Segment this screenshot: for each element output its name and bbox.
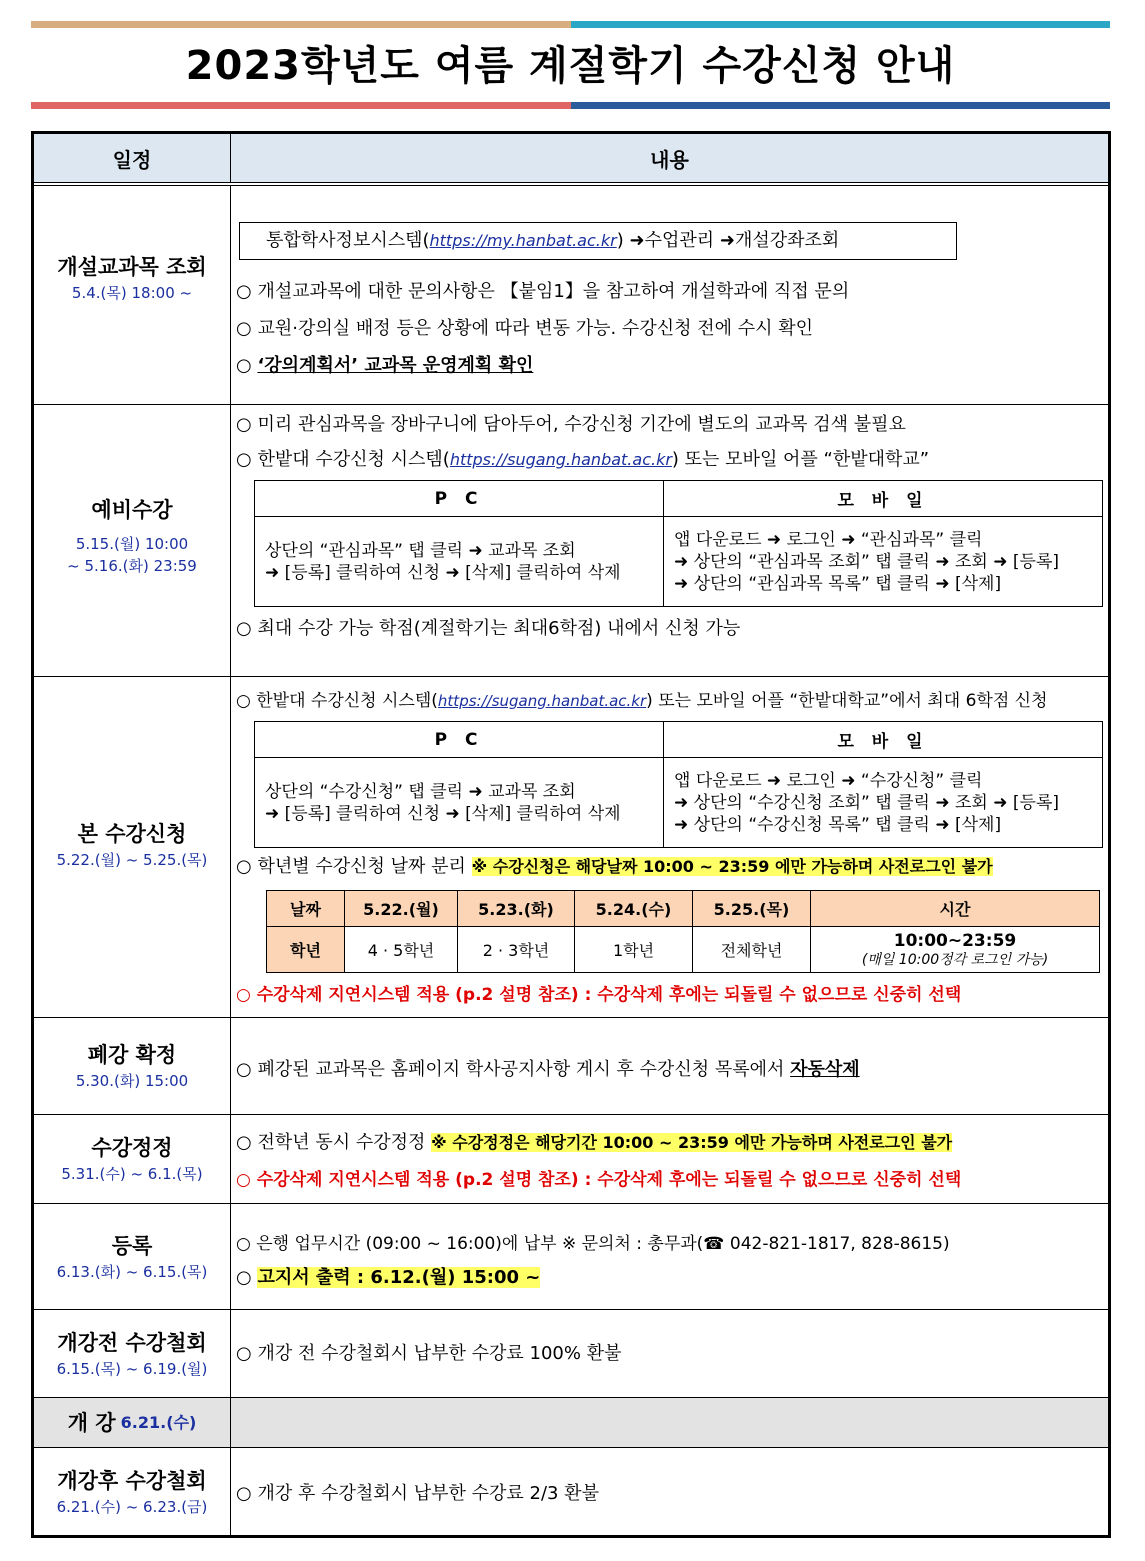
circle-bullet-icon: ○ bbox=[236, 856, 252, 877]
path-step: 수업관리 bbox=[644, 230, 715, 251]
list-item: ○ 최대 수강 가능 학점(계절학기는 최대6학점) 내에서 신청 가능 bbox=[236, 618, 741, 639]
grade-cell: 2 · 3학년 bbox=[458, 927, 575, 973]
row-date: 5.22.(월) ~ 5.25.(목) bbox=[56, 851, 208, 869]
bill-print-note: 고지서 출력 : 6.12.(월) 15:00 ~ bbox=[257, 1267, 541, 1288]
time-restriction-note: ※ 수강정정은 해당기간 10:00 ~ 23:59 에만 가능하며 사전로그인 불가 bbox=[431, 1133, 953, 1152]
row-title: 등록 bbox=[111, 1233, 153, 1258]
arrow-icon: ➜ bbox=[629, 230, 645, 251]
row-course-cancel bbox=[34, 1017, 1108, 1114]
list-item: ○ 폐강된 교과목은 홈페이지 학사공지사항 게시 후 수강신청 목록에서 자동삭제 bbox=[236, 1059, 860, 1080]
pc-mobile-table bbox=[254, 721, 1103, 848]
circle-bullet-icon: ○ bbox=[236, 1132, 252, 1153]
sugang-link[interactable]: https://sugang.hanbat.ac.kr bbox=[449, 450, 672, 469]
path-text: 통합학사정보시스템( bbox=[266, 230, 430, 251]
my-hanbat-link[interactable]: https://my.hanbat.ac.kr bbox=[429, 231, 617, 250]
row-title: 폐강 확정 bbox=[87, 1043, 177, 1067]
circle-bullet-icon: ○ bbox=[236, 355, 252, 376]
row-date: ~ 5.16.(화) 23:59 bbox=[67, 557, 197, 575]
list-item: ○ 은행 업무시간 (09:00 ~ 16:00)에 납부 ※ 문의처 : 총무과(☎ 042-821-1817, 828-8615) bbox=[236, 1234, 950, 1254]
mobile-instructions: 앱 다운로드 ➜ 로그인 ➜ “관심과목” 클릭 ➜ 상단의 “관심과목 조회” 탭 클릭 ➜ 조회 ➜ [등록] ➜ 상단의 “관심과목 목록” 탭 클릭 ➜ [삭제] bbox=[664, 517, 1103, 607]
row-title: 예비수강 bbox=[91, 498, 173, 522]
grade-label: 학년 bbox=[267, 927, 345, 973]
row-payment bbox=[34, 1203, 1108, 1309]
row-title: 개강후 수강철회 bbox=[57, 1468, 207, 1493]
mobile-header: 모 바 일 bbox=[664, 481, 1103, 517]
row-date: 6.13.(화) ~ 6.15.(목) bbox=[56, 1262, 208, 1281]
row-title: 본 수강신청 bbox=[77, 822, 187, 846]
path-step: 개설강좌조회 bbox=[734, 230, 840, 251]
list-item: ○ ‘강의계획서’ 교과목 운영계획 확인 bbox=[236, 355, 534, 376]
circle-bullet-icon: ○ bbox=[236, 691, 251, 711]
list-item: ○ 미리 관심과목을 장바구니에 담아두어, 수강신청 기간에 별도의 교과목 검색 불필요 bbox=[236, 414, 906, 435]
row-date: 5.15.(월) 10:00 bbox=[75, 535, 189, 553]
date-label: 날짜 bbox=[267, 891, 345, 927]
pc-mobile-table bbox=[254, 480, 1103, 607]
list-item: ○ 개강 후 수강철회시 납부한 수강료 2/3 환불 bbox=[236, 1483, 599, 1504]
time-label: 시간 bbox=[811, 891, 1100, 927]
grade-date-table bbox=[266, 890, 1100, 973]
bottom-decor-bar bbox=[31, 102, 1110, 109]
date-cell: 5.24.(수) bbox=[575, 891, 693, 927]
delete-delay-warning: ○ 수강삭제 지연시스템 적용 (p.2 설명 참조) : 수강삭제 후에는 되돌릴 수 없으므로 신중히 선택 bbox=[236, 1170, 962, 1190]
date-cell: 5.23.(화) bbox=[458, 891, 575, 927]
list-item: ○ 학년별 수강신청 날짜 분리 ※ 수강신청은 해당날짜 10:00 ~ 23:59 에만 가능하며 사전로그인 불가 bbox=[236, 856, 993, 877]
row-date: 6.21.(수) bbox=[120, 1412, 197, 1432]
row-title: 개강전 수강철회 bbox=[57, 1330, 207, 1355]
list-item: ○ 교원·강의실 배정 등은 상황에 따라 변동 가능. 수강신청 전에 수시 확인 bbox=[236, 318, 813, 339]
pc-header: P C bbox=[255, 722, 664, 758]
row-pre-registration bbox=[34, 404, 1108, 676]
list-item bbox=[236, 1266, 540, 1290]
circle-bullet-icon: ○ bbox=[236, 1343, 252, 1364]
time-cell: 10:00~23:59 (매일 10:00정각 로그인 가능) bbox=[811, 927, 1100, 973]
circle-bullet-icon: ○ bbox=[236, 1234, 251, 1254]
circle-bullet-icon: ○ bbox=[236, 414, 252, 435]
date-cell: 5.22.(월) bbox=[345, 891, 458, 927]
circle-bullet-icon: ○ bbox=[236, 1483, 252, 1504]
page-title: 2023학년도 여름 계절학기 수강신청 안내 bbox=[185, 43, 956, 89]
top-decor-bar bbox=[31, 21, 1110, 28]
row-title: 개 강 bbox=[67, 1410, 116, 1435]
grade-cell: 4 · 5학년 bbox=[345, 927, 458, 973]
header-content: 내용 bbox=[650, 147, 689, 172]
table-header bbox=[34, 134, 1108, 182]
row-date: 6.21.(수) ~ 6.23.(금) bbox=[56, 1497, 208, 1516]
sugang-link[interactable]: https://sugang.hanbat.ac.kr bbox=[437, 692, 647, 710]
delete-delay-warning: ○ 수강삭제 지연시스템 적용 (p.2 설명 참조) : 수강삭제 후에는 되돌릴 수 없으므로 신중히 선택 bbox=[236, 985, 962, 1005]
list-item: ○ 한밭대 수강신청 시스템(https://sugang.hanbat.ac.kr) 또는 모바일 어플 “한밭대학교”에서 최대 6학점 신청 bbox=[236, 691, 1048, 711]
grade-cell: 1학년 bbox=[575, 927, 693, 973]
row-title: 개설교과목 조회 bbox=[57, 255, 207, 279]
circle-bullet-icon: ○ bbox=[236, 1059, 252, 1080]
row-withdraw-before bbox=[34, 1309, 1108, 1397]
list-item: ○ 한밭대 수강신청 시스템(https://sugang.hanbat.ac.kr) 또는 모바일 어플 “한밭대학교” bbox=[236, 449, 930, 470]
header-schedule: 일정 bbox=[34, 134, 231, 182]
row-date: 5.4.(목) 18:00 ~ bbox=[71, 284, 193, 302]
row-date: 5.30.(화) 15:00 bbox=[75, 1072, 189, 1090]
list-item: ○ 개강 전 수강철회시 납부한 수강료 100% 환불 bbox=[236, 1343, 622, 1364]
row-main-registration bbox=[34, 676, 1108, 1017]
circle-bullet-icon: ○ bbox=[236, 1267, 252, 1288]
list-item: ○ 개설교과목에 대한 문의사항은 【붙임1】을 참고하여 개설학과에 직접 문의 bbox=[236, 281, 850, 302]
row-date: 5.31.(수) ~ 6.1.(목) bbox=[61, 1165, 203, 1183]
circle-bullet-icon: ○ bbox=[236, 281, 252, 302]
date-cell: 5.25.(목) bbox=[693, 891, 811, 927]
grade-cell: 전체학년 bbox=[693, 927, 811, 973]
circle-bullet-icon: ○ bbox=[236, 318, 252, 339]
row-title: 수강정정 bbox=[91, 1136, 173, 1160]
mobile-header: 모 바 일 bbox=[664, 722, 1103, 758]
path-box bbox=[239, 222, 957, 260]
arrow-icon: ➜ bbox=[719, 230, 735, 251]
row-semester-start bbox=[34, 1397, 1108, 1447]
schedule-table bbox=[31, 131, 1111, 1538]
circle-bullet-icon: ○ bbox=[236, 618, 252, 639]
row-modification bbox=[34, 1114, 1108, 1203]
row-course-lookup bbox=[34, 182, 1108, 404]
pc-instructions: 상단의 “수강신청” 탭 클릭 ➜ 교과목 조회 ➜ [등록] 클릭하여 신청 ➜ [삭제] 클릭하여 삭제 bbox=[255, 758, 664, 848]
path-text: ) bbox=[616, 230, 624, 251]
pc-header: P C bbox=[255, 481, 664, 517]
pc-instructions: 상단의 “관심과목” 탭 클릭 ➜ 교과목 조회 ➜ [등록] 클릭하여 신청 ➜ [삭제] 클릭하여 삭제 bbox=[255, 517, 664, 607]
row-date: 6.15.(목) ~ 6.19.(월) bbox=[56, 1359, 208, 1378]
circle-bullet-icon: ○ bbox=[236, 449, 252, 470]
row-withdraw-after bbox=[34, 1447, 1108, 1535]
time-restriction-note: ※ 수강신청은 해당날짜 10:00 ~ 23:59 에만 가능하며 사전로그인 불가 bbox=[471, 857, 993, 876]
mobile-instructions: 앱 다운로드 ➜ 로그인 ➜ “수강신청” 클릭 ➜ 상단의 “수강신청 조회” 탭 클릭 ➜ 조회 ➜ [등록] ➜ 상단의 “수강신청 목록” 탭 클릭 ➜ [삭제] bbox=[664, 758, 1103, 848]
list-item: ○ 전학년 동시 수강정정 ※ 수강정정은 해당기간 10:00 ~ 23:59 에만 가능하며 사전로그인 불가 bbox=[236, 1132, 953, 1153]
